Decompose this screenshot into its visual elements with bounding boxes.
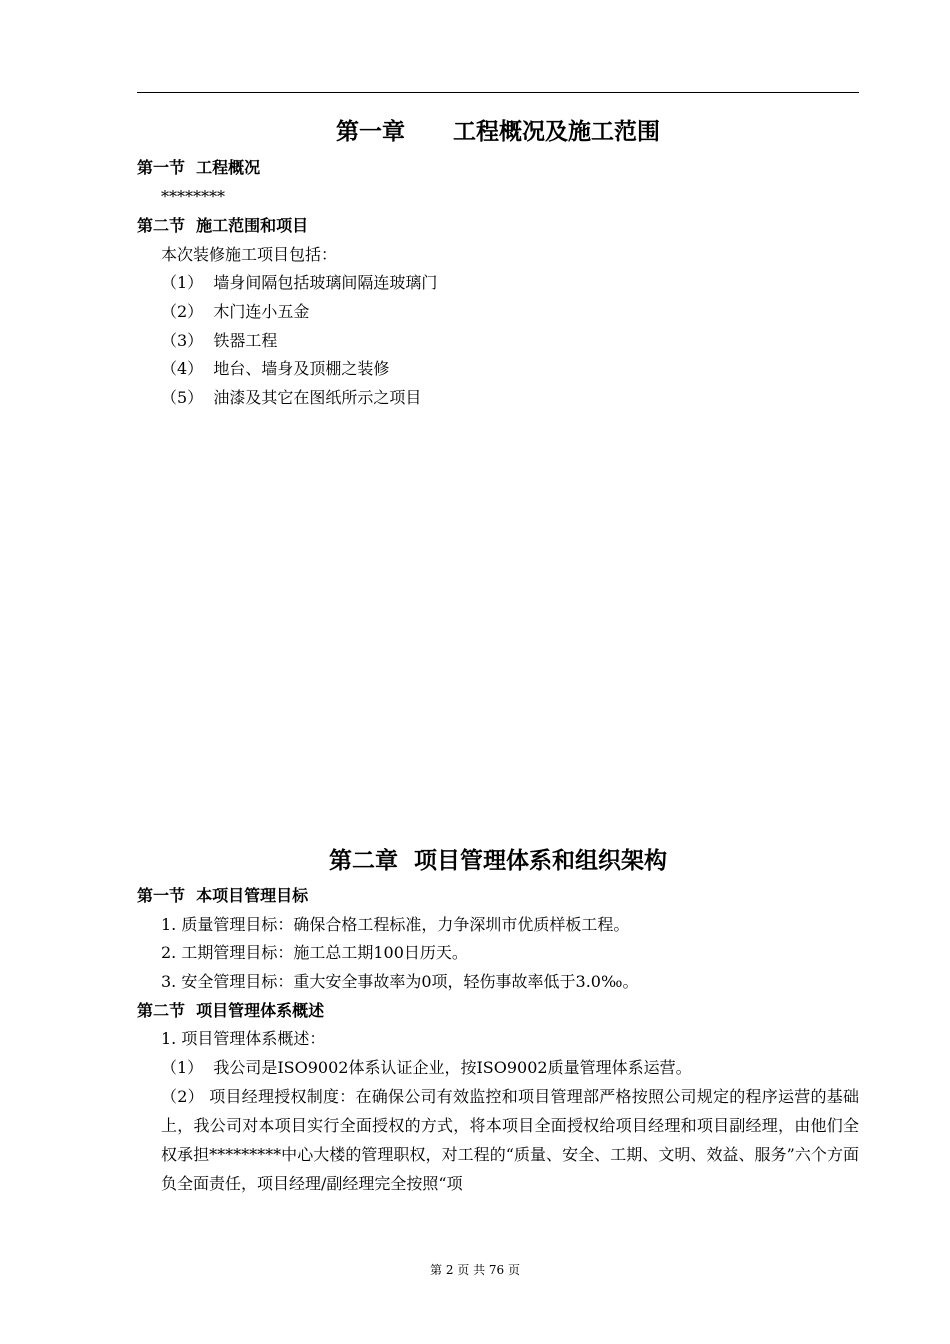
chapter-1-section-2-intro: 本次装修施工项目包括： <box>161 245 338 264</box>
scope-list-item: （1） 墙身间隔包括玻璃间隔连玻璃门 <box>161 273 438 292</box>
page-number-footer: 第 2 页 共 76 页 <box>430 1263 520 1277</box>
overview-sub-item-paragraph: （2） 项目经理授权制度：在确保公司有效监控和项目管理部严格按照公司规定的程序运营的基础上，我公司对本项目实行全面授权的方式，将本项目全面授权给项目经理和项目副经理，由他们全权承担*********中心大楼的管理职权，对工程的“质量、安全、工期、文明、效益、服务”六个方面负全面责任，项目经理/副经理完全按照“项 <box>161 1087 859 1193</box>
goal-list-item: 3. 安全管理目标：重大安全事故率为0项，轻伤事故率低于3.0‰。 <box>161 972 639 991</box>
chapter-2-title: 第二章 项目管理体系和组织架构 <box>328 848 667 874</box>
scope-list-item: （4） 地台、墙身及顶棚之装修 <box>161 359 390 378</box>
overview-sub-item: （1） 我公司是ISO9002体系认证企业，按ISO9002质量管理体系运营。 <box>161 1058 692 1077</box>
scope-list-item: （3） 铁器工程 <box>161 331 278 350</box>
chapter-1-section-1-title: 第一节 工程概况 <box>137 158 261 177</box>
scope-list-item: （5） 油漆及其它在图纸所示之项目 <box>161 388 422 407</box>
goal-list-item: 1. 质量管理目标：确保合格工程标准，力争深圳市优质样板工程。 <box>161 915 630 934</box>
overview-item: 1. 项目管理体系概述： <box>161 1029 326 1048</box>
chapter-1-section-1-content: ******** <box>161 187 225 206</box>
goal-list-item: 2. 工期管理目标：施工总工期100日历天。 <box>161 943 468 962</box>
chapter-2-section-2-title: 第二节 项目管理体系概述 <box>137 1001 325 1020</box>
chapter-2-section-1-title: 第一节 本项目管理目标 <box>137 886 309 905</box>
chapter-1-section-2-title: 第二节 施工范围和项目 <box>137 216 309 235</box>
chapter-1-title: 第一章 工程概况及施工范围 <box>335 119 661 145</box>
scope-list-item: （2） 木门连小五金 <box>161 302 310 321</box>
header-rule <box>137 92 859 93</box>
